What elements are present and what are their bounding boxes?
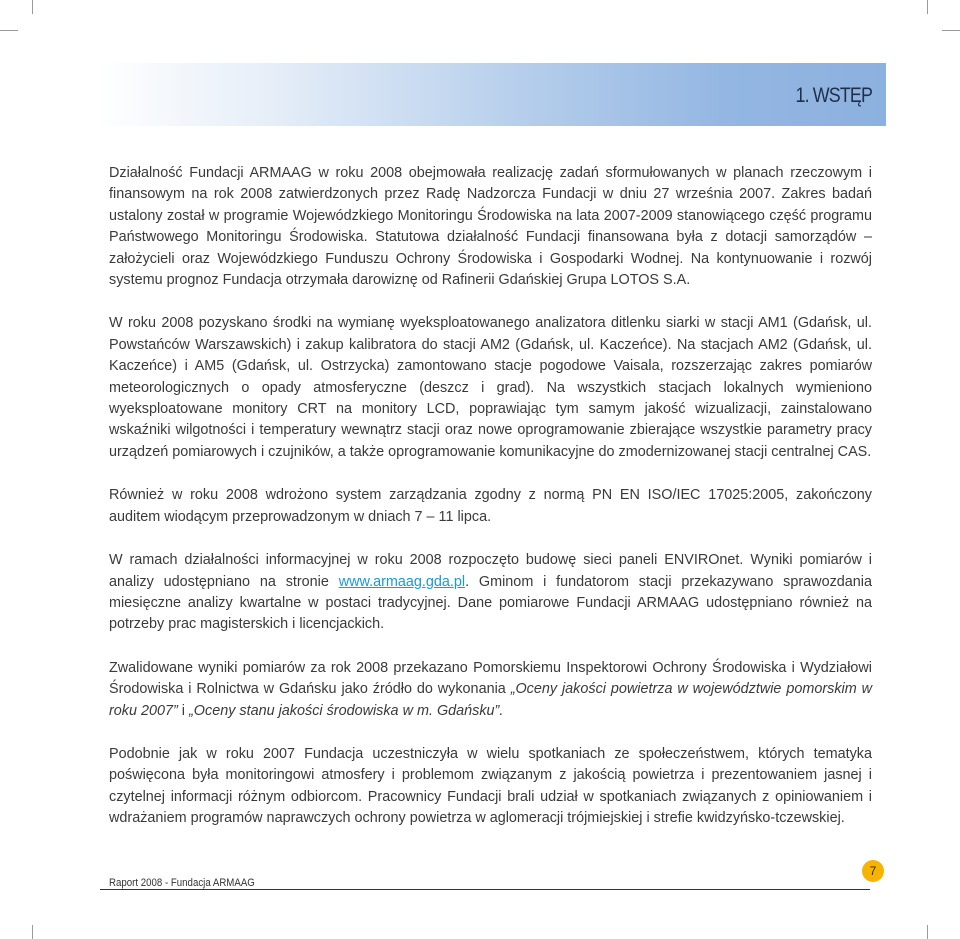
report-title-2: „Oceny stanu jakości środowiska w m. Gdańsku”. — [189, 702, 504, 719]
page-number-badge: 7 — [862, 860, 884, 882]
crop-mark — [927, 0, 928, 14]
paragraph-information-text: W ramach działalności informacyjnej w roku 2008 rozpoczęto budowę sieci paneli ENVIROnet. Wyniki pomiarów i analizy udostępniano na stronie — [109, 552, 872, 590]
body-text — [109, 163, 872, 852]
report-title-1: „Oceny jakości powietrza w województwie pomorskim w roku 2007” — [109, 681, 872, 719]
paragraph-public-meetings: Podobnie jak w roku 2007 Fundacja uczestniczyła w wielu spotkaniach ze społeczeństwem, których tematyka poświęcona była monitoringowi atmosfery i problemom związanym z jakością powietrza i prezentowaniem jasnej i czytelnej informacji różnym odbiorcom. Pracownicy Fundacji brali udział w spotkaniach związanych z opiniowaniem i wdrażaniem programów naprawczych ochrony powietrza w aglomeracji trójmiejskiej i strefie kwidzyńsko-tczewskiej. — [109, 745, 872, 827]
paragraph-equipment: W roku 2008 pozyskano środki na wymianę wyeksploatowanego analizatora ditlenku siarki w stacji AM1 (Gdańsk, ul. Powstańców Warszawskich) i zakup kalibratora do stacji AM2 (Gdańsk, ul. Kaczeńce). Na stacjach AM2 (Gdańsk, ul. Kaczeńce) i AM5 (Gdańsk, ul. Ostrzycka) zamontowano stacje pogodowe Vaisala, rozszerzając zakres pomiarów meteorologicznych o opady atmosferyczne (deszcz i grad). Na wszystkich stacjach lokalnych wymieniono wyeksploatowane monitory CRT na monitory LCD, poprawiając tym samym jakość wizualizacji, zainstalowano wskaźniki wilgotności i temperatury wewnątrz stacji oraz nowe oprogramowanie zbierające wszystkie parametry pracy urządzeń pomiarowych i czujników, a także oprogramowanie komunikacyjne do zmodernizowanej stacji centralnej CAS. — [109, 315, 872, 460]
crop-mark — [32, 925, 33, 939]
footer-report-title: Raport 2008 - Fundacja ARMAAG — [109, 877, 255, 889]
paragraph-quality-system: Również w roku 2008 wdrożono system zarządzania zgodny z normą PN EN ISO/IEC 17025:2005, zakończony auditem wiodącym przeprowadzonym w dniach 7 – 11 lipca. — [109, 487, 872, 525]
paragraph-validated-results — [109, 658, 872, 722]
crop-mark — [927, 925, 928, 939]
crop-mark — [32, 0, 33, 14]
website-link[interactable]: www.armaag.gda.pl — [338, 573, 466, 590]
footer-divider — [100, 889, 870, 890]
section-header-band — [97, 63, 886, 126]
paragraph-intro: Działalność Fundacji ARMAAG w roku 2008 obejmowała realizację zadań sformułowanych w planach rzeczowym i finansowym na rok 2008 zatwierdzonych przez Radę Nadzorcza Fundacji w dniu 27 września 2007. Zakres badań ustalony został w programie Wojewódzkiego Monitoringu Środowiska na lata 2007-2009 stanowiącego część programu Państwowego Monitoringu Środowiska. Statutowa działalność Fundacji finansowana była z dotacji samorządów – założycieli oraz Wojewódzkiego Funduszu Ochrony Środowiska i Gospodarki Wodnej. Na kontynuowanie i rozwój systemu prognoz Fundacja otrzymała darowiznę od Rafinerii Gdańskiej Grupa LOTOS S.A. — [109, 165, 872, 289]
crop-mark — [0, 30, 18, 31]
section-title: 1. WSTĘP — [795, 84, 872, 107]
paragraph-information — [109, 550, 872, 636]
crop-mark — [942, 30, 960, 31]
paragraph-information-text-after: . Gminom i fundatorom stacji przekazywano sprawozdania miesięczne analizy kwartalne w postaci tradycyjnej. Dane pomiarowe Fundacji ARMAAG udostępniano również na potrzeby prac magisterskich i licencjackich. — [109, 573, 872, 633]
paragraph-validated-conjunction: i — [177, 702, 190, 719]
paragraph-validated-text: Zwalidowane wyniki pomiarów za rok 2008 przekazano Pomorskiemu Inspektorowi Ochrony Środowiska i Wydziałowi Środowiska i Rolnictwa w Gdańsku jako źródło do wykonania — [109, 659, 872, 698]
